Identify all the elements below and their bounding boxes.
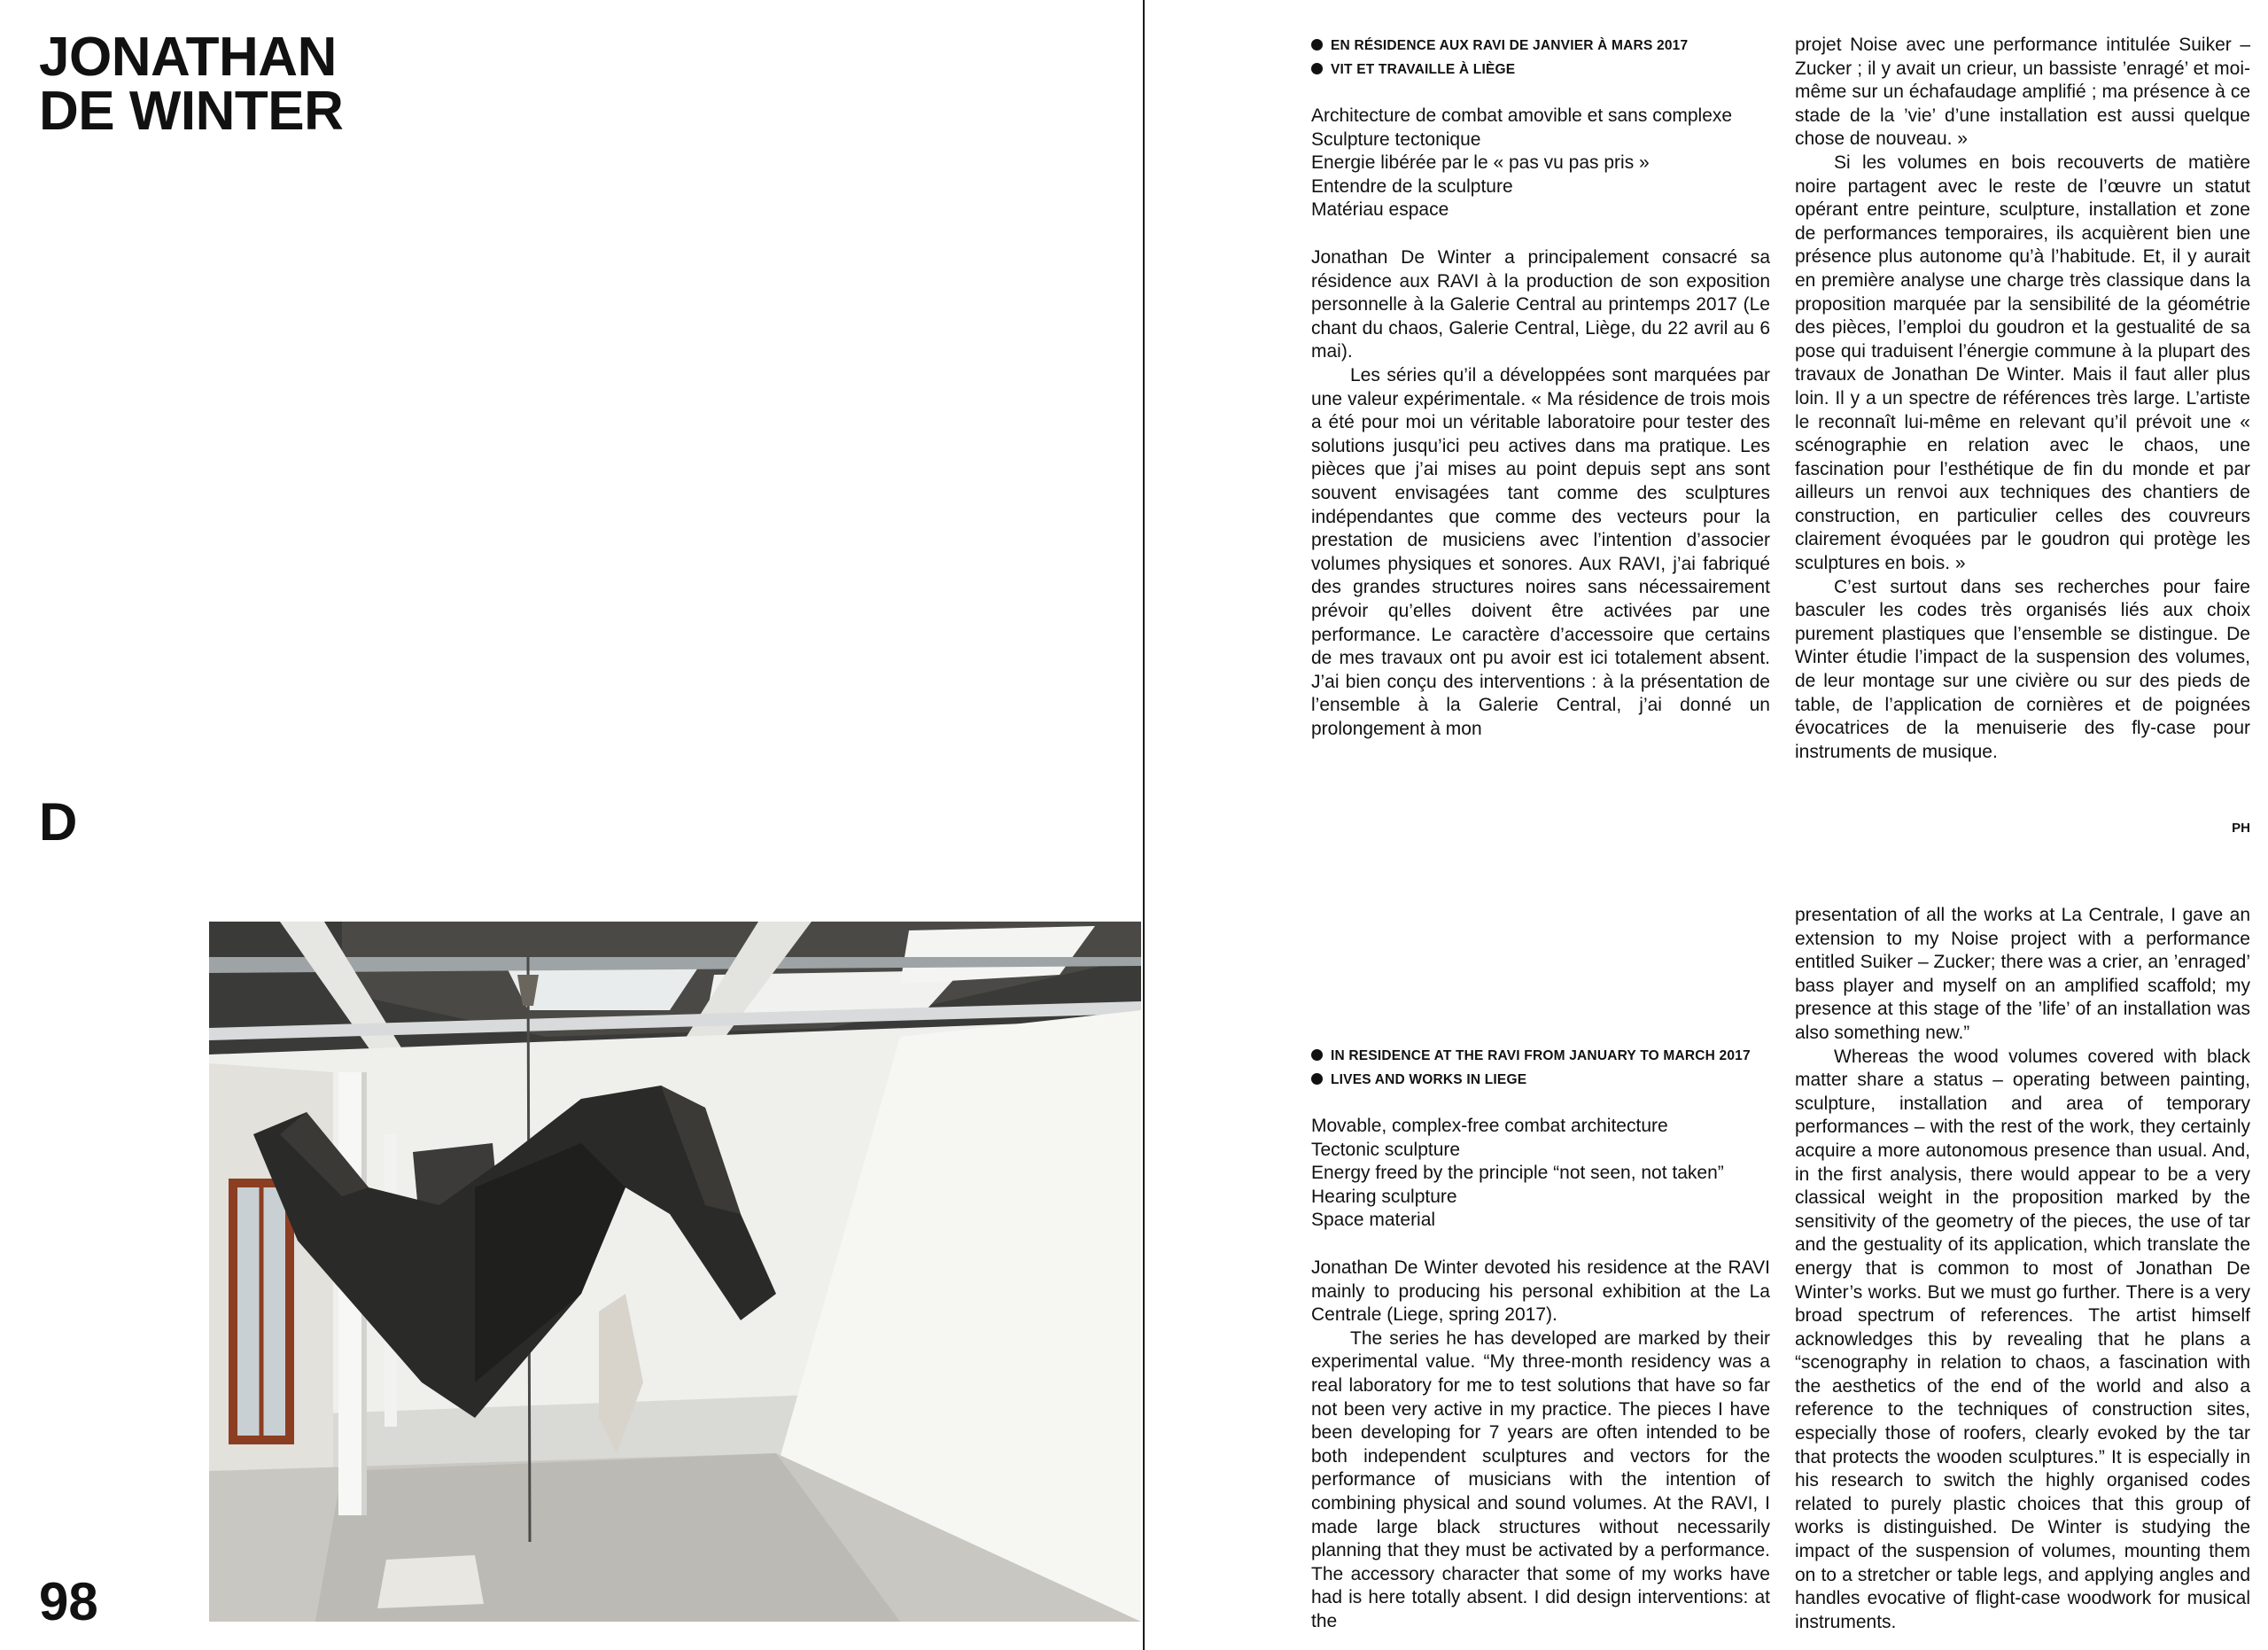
- fr-paragraph: projet Noise avec une performance intitulée Suiker – Zucker ; il y avait un crieur, un bassiste ’enragé’ et moi-même sur un échafaudage amplifié ; ma présence à ce stade de la ’vie’ d’une installation est aussi quelque chose de nouveau. »: [1795, 35, 2250, 150]
- book-spine: [1143, 0, 1145, 1650]
- en-body-column-2: [1795, 904, 2250, 1634]
- page-number: 98: [39, 1572, 98, 1631]
- fr-keyword: Energie libérée par le « pas vu pas pris »: [1311, 152, 1650, 174]
- fr-keyword: Entendre de la sculpture: [1311, 175, 1513, 197]
- en-meta-list: [1311, 1044, 1807, 1092]
- fr-meta-residence: EN RÉSIDENCE AUX RAVI DE JANVIER À MARS 2017: [1311, 34, 1807, 58]
- en-paragraph: The series he has developed are marked by their experimental value. “My three-month residency was a real laboratory for me to test solutions that have so far not been very active in my practice. The pieces I have been developing for 7 years are often intended to be both independent sculptures and vectors for the performance of musicians with the intention of combining physical and sound volumes. At the RAVI, I made large black structures without necessarily planning that they must be activated by a performance. The accessory character that some of my works have had is here totally absent. I did design interventions: at the: [1311, 1327, 1770, 1631]
- fr-body-column-2: [1795, 34, 2250, 764]
- en-meta-residence: IN RESIDENCE AT THE RAVI FROM JANUARY TO MARCH 2017: [1311, 1044, 1807, 1068]
- fr-paragraph: Si les volumes en bois recouverts de matière noire partagent avec le reste de l’œuvre un statut opérant entre peinture, sculpture, installation et zone de performances temporaires, ils acquièrent bien une présence plus autonome qu’à l’habitude. Et, il y aurait en première analyse une charge très classique dans la proposition marquée par la sensibilité de la géométrie des pièces, l’emploi du goudron et la gestualité de sa pose qui traduisent l’énergie commune à la plupart des travaux de Jonathan De Winter. Mais il faut aller plus loin. Il y a un spectre de références très large. L’artiste le reconnaît lui-même en relevant qu’il prévoit une « scénographie en relation avec le chaos, une fascination pour l’esthétique de fin du monde et par ailleurs un renvoi aux techniques des chantiers de construction, en particulier celles des couvreurs clairement évoquées par le goudron qui protège les sculptures en bois. »: [1795, 152, 2250, 574]
- en-body-column-1: [1311, 1257, 1770, 1634]
- en-keyword: Movable, complex-free combat architecture: [1311, 1116, 1668, 1136]
- en-keyword: Energy freed by the principle “not seen, not taken”: [1311, 1163, 1724, 1184]
- en-keywords: [1311, 1115, 1772, 1233]
- fr-body-column-1: [1311, 246, 1770, 741]
- en-keyword: Hearing sculpture: [1311, 1186, 1457, 1207]
- section-letter: D: [39, 792, 78, 852]
- fr-keyword: Matériau espace: [1311, 199, 1449, 221]
- fr-paragraph: Jonathan De Winter a principalement consacré sa résidence aux RAVI à la production de son exposition personnelle à la Galerie Central au printemps 2017 (Le chant du chaos, Galerie Central, Liège, du 22 avril au 6 mai).: [1311, 247, 1770, 362]
- fr-keyword: Architecture de combat amovible et sans complexe: [1311, 105, 1733, 126]
- en-paragraph: Whereas the wood volumes covered with black matter share a status – operating between painting, sculpture, installation and area of temporary performances – with the rest of the work, they certainly acquire a more autonomous presence than usual. And, in the first analysis, there would appear to be a very classical weight in the proposition marked by the sensitivity of the geometry of the pieces, the use of tar and the gestuality of its application, which translate the energy that is common to most of Jonathan De Winter’s works. But we must go further. There is a very broad spectrum of references. The artist himself acknowledges this by revealing that he plans a “scenography in relation to chaos, a fascination with the aesthetics of the end of the world and also a reference to the techniques of construction sites, especially those of roofers, clearly evoked by the tar that protects the wooden sculptures.” It is especially in his research to switch the highly organised codes related to purely plastic choices that this group of works is distinguished. De Winter is studying the impact of the suspension of volumes, mounting them on to a stretcher or table legs, and applying angles and handles evocative of flight-case woodwork for musical instruments.: [1795, 1046, 2250, 1632]
- artist-first-name: JONATHAN: [39, 27, 337, 88]
- fr-keyword: Sculpture tectonique: [1311, 128, 1481, 150]
- fr-paragraph: C’est surtout dans ses recherches pour faire basculer les codes très organisés liés aux choix purement plastiques que l’ensemble se distingue. De Winter étudie l’impact de la suspension des volumes, de leur montage sur une civière ou sur des pieds de table, de l’application de cornières et de poignées évocatrices de la menuiserie des fly-case pour instruments de musique.: [1795, 576, 2250, 762]
- en-meta-location: LIVES AND WORKS IN LIEGE: [1311, 1068, 1807, 1092]
- installation-photo-illustration: [209, 922, 1141, 1622]
- en-keyword: Tectonic sculpture: [1311, 1139, 1461, 1160]
- fr-keywords: [1311, 105, 1772, 222]
- en-paragraph: presentation of all the works at La Centrale, I gave an extension to my Noise project with a performance entitled Suiker – Zucker; there was a crier, an ’enraged’ bass player and myself on an amplified scaffold; my presence at this stage of the ’life’ of an installation was also something new.”: [1795, 905, 2250, 1043]
- author-initials: PH: [2232, 821, 2250, 836]
- en-paragraph: Jonathan De Winter devoted his residence at the RAVI mainly to producing his personal exhibition at the La Centrale (Liege, spring 2017).: [1311, 1257, 1770, 1326]
- fr-meta-list: [1311, 34, 1807, 82]
- installation-photo: [209, 922, 1141, 1622]
- en-keyword: Space material: [1311, 1210, 1436, 1231]
- artist-last-name: DE WINTER: [39, 81, 344, 142]
- fr-paragraph: Les séries qu’il a développées sont marquées par une valeur expérimentale. « Ma résidence de trois mois a été pour moi un véritable laboratoire pour tester des solutions jusqu’ici peu actives dans ma pratique. Les pièces que j’ai mises au point depuis sept ans sont souvent envisagées tant comme des sculptures indépendantes que comme des vecteurs pour la prestation de musiciens avec l’intention d’associer volumes physiques et sonores. Aux RAVI, j’ai fabriqué des grandes structures noires sans nécessairement prévoir qu’elles doivent être activées par une performance. Le caractère d’accessoire que certains de mes travaux ont pu avoir est ici totalement absent. J’ai bien conçu des interventions : à la présentation de l’ensemble à la Galerie Central, j’ai donné un prolongement à mon: [1311, 364, 1770, 739]
- artist-name-heading: [39, 27, 344, 142]
- fr-meta-location: VIT ET TRAVAILLE À LIÈGE: [1311, 58, 1807, 82]
